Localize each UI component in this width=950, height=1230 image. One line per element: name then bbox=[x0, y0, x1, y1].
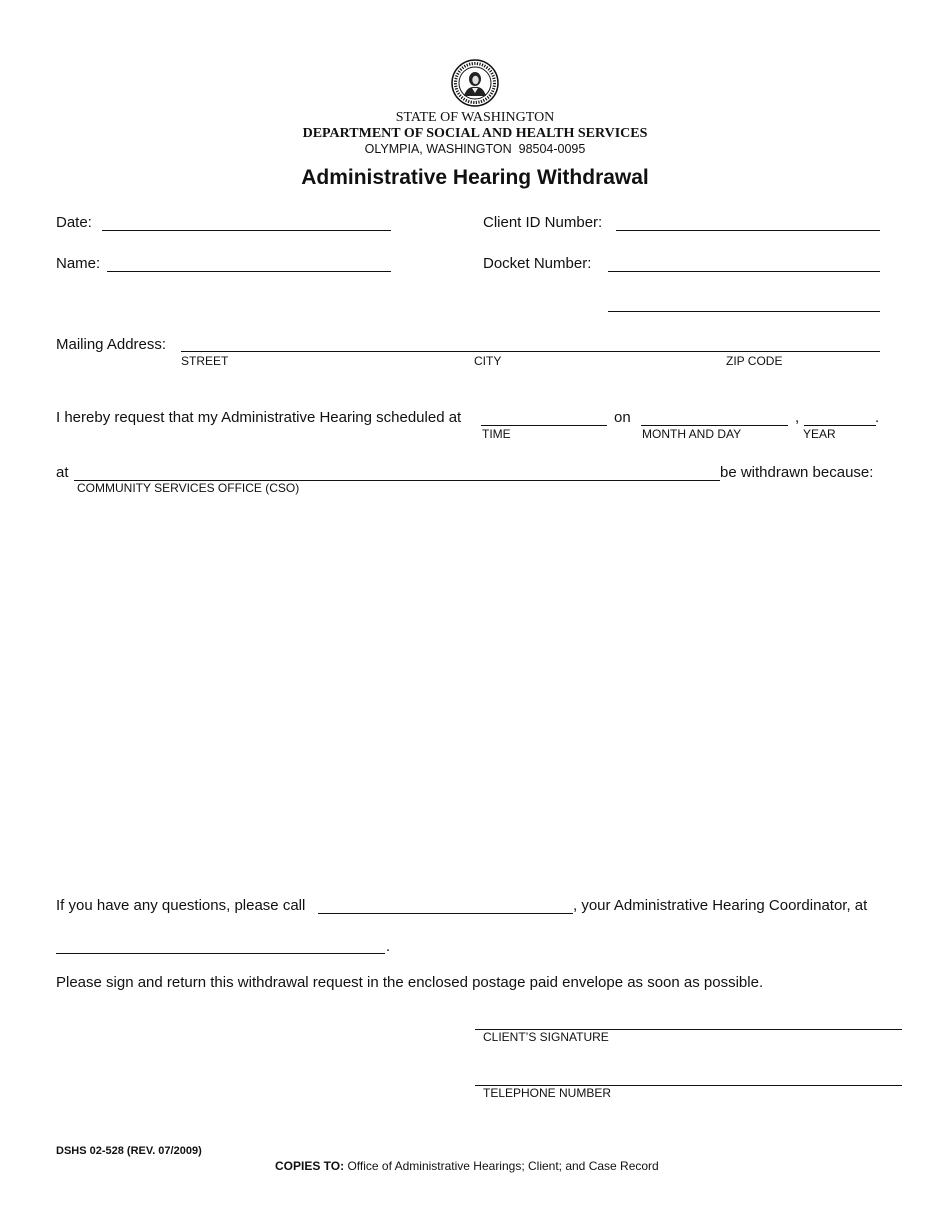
hearing-year-underline bbox=[804, 425, 876, 426]
mailing-address-label: Mailing Address: bbox=[56, 336, 167, 353]
washington-state-seal-icon bbox=[451, 59, 499, 107]
client-id-field[interactable] bbox=[617, 212, 879, 230]
client-signature-caption: CLIENT’S SIGNATURE bbox=[483, 1030, 609, 1044]
docket-number-underline-2 bbox=[608, 311, 880, 312]
mailing-address-field[interactable] bbox=[182, 333, 879, 351]
on-text: on bbox=[614, 409, 631, 426]
street-caption: STREET bbox=[181, 354, 229, 368]
hearing-year-field[interactable] bbox=[805, 406, 875, 424]
client-id-label: Client ID Number: bbox=[483, 214, 603, 231]
client-id-underline bbox=[616, 230, 880, 231]
mailing-address-underline bbox=[181, 351, 880, 352]
cso-field[interactable] bbox=[76, 462, 719, 480]
phone-period-text: . bbox=[386, 938, 391, 955]
page-title: Administrative Hearing Withdrawal bbox=[301, 166, 649, 189]
month-day-caption: MONTH AND DAY bbox=[642, 427, 742, 441]
form-number: DSHS 02-528 (REV. 07/2009) bbox=[56, 1145, 202, 1157]
questions-prefix-text: If you have any questions, please call bbox=[56, 897, 306, 914]
period-text: . bbox=[875, 409, 880, 426]
name-label: Name: bbox=[56, 255, 101, 272]
docket-number-underline bbox=[608, 271, 880, 272]
department-heading: DEPARTMENT OF SOCIAL AND HEALTH SERVICES bbox=[302, 126, 648, 141]
hearing-month-day-underline bbox=[641, 425, 788, 426]
hearing-month-day-field[interactable] bbox=[642, 406, 787, 424]
cso-caption: COMMUNITY SERVICES OFFICE (CSO) bbox=[77, 481, 300, 495]
docket-number-label: Docket Number: bbox=[483, 255, 592, 272]
coordinator-name-underline bbox=[318, 913, 573, 914]
city-heading: OLYMPIA, WASHINGTON 98504-0095 bbox=[364, 142, 586, 156]
name-underline bbox=[107, 271, 391, 272]
copies-to bbox=[275, 1159, 659, 1173]
copies-to-label: COPIES TO: bbox=[275, 1159, 345, 1173]
comma-text: , bbox=[795, 409, 800, 426]
name-field[interactable] bbox=[108, 253, 390, 271]
zip-code-caption: ZIP CODE bbox=[726, 354, 783, 368]
request-text: I hereby request that my Administrative Hearing scheduled at bbox=[56, 409, 462, 426]
hearing-time-field[interactable] bbox=[482, 406, 606, 424]
coordinator-phone-field[interactable] bbox=[57, 935, 384, 953]
date-label: Date: bbox=[56, 214, 92, 231]
questions-suffix-text: , your Administrative Hearing Coordinator, at bbox=[573, 897, 868, 914]
coordinator-phone-underline bbox=[56, 953, 385, 954]
docket-number-field[interactable] bbox=[609, 253, 879, 271]
telephone-number-caption: TELEPHONE NUMBER bbox=[483, 1086, 612, 1100]
withdrawal-reason-field[interactable] bbox=[56, 505, 884, 879]
city-caption: CITY bbox=[474, 354, 502, 368]
copies-to-text: Office of Administrative Hearings; Client; and Case Record bbox=[347, 1159, 659, 1173]
year-caption: YEAR bbox=[803, 427, 836, 441]
withdrawn-because-text: be withdrawn because: bbox=[720, 464, 874, 481]
at-text: at bbox=[56, 464, 69, 481]
time-caption: TIME bbox=[482, 427, 511, 441]
return-instruction-text: Please sign and return this withdrawal request in the enclosed postage paid envelope as soon as possible. bbox=[56, 974, 764, 991]
date-underline bbox=[102, 230, 391, 231]
state-heading: STATE OF WASHINGTON bbox=[395, 110, 555, 125]
coordinator-name-field[interactable] bbox=[319, 895, 572, 913]
docket-number-field-2[interactable] bbox=[609, 293, 879, 311]
date-field[interactable] bbox=[103, 212, 390, 230]
hearing-time-underline bbox=[481, 425, 607, 426]
